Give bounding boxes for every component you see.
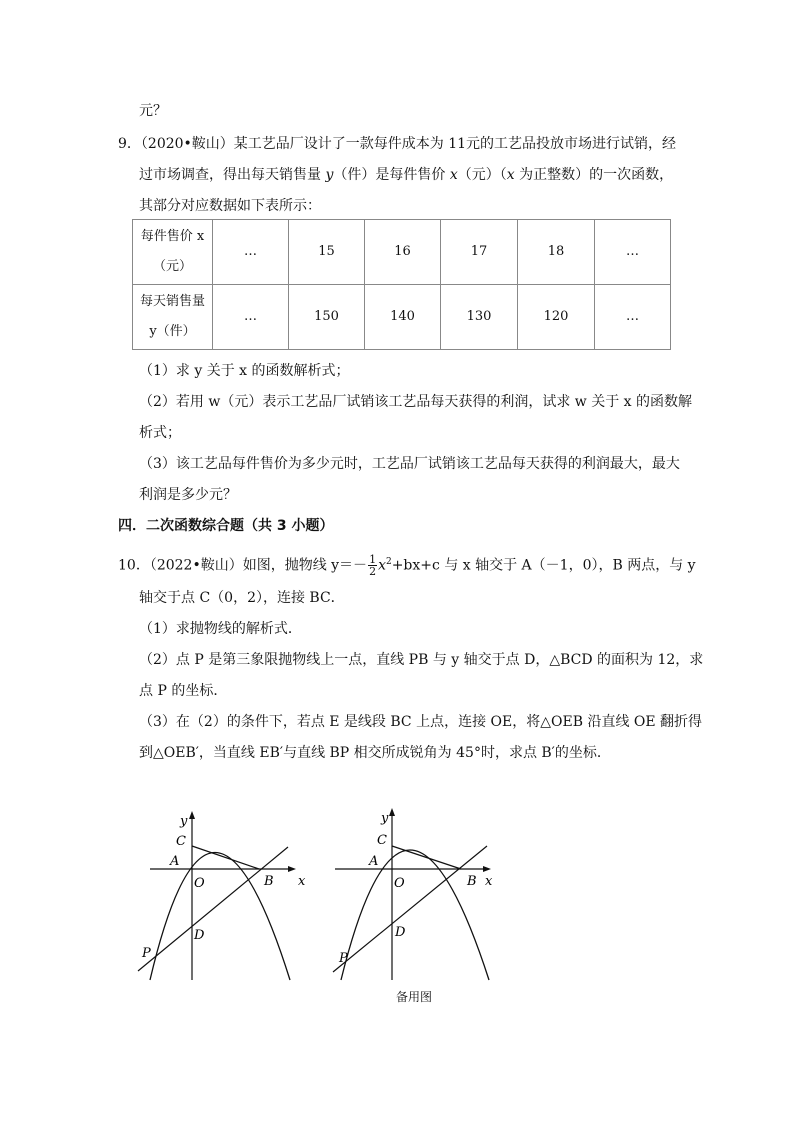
q10-line-1-a: 10．（2022•鞍山）如图，抛物线 y＝－ — [118, 557, 368, 574]
row1-header-b: （元） — [152, 259, 192, 274]
q9-sub-2-b: 析式； — [139, 425, 181, 441]
label-p: P — [339, 951, 348, 966]
q10-line-1-c: +bx+c 与 x 轴交于 A（－1，0），B 两点，与 y — [391, 557, 696, 574]
y-axis-arrow-icon — [189, 811, 195, 819]
label-c: C — [377, 833, 387, 848]
q9-sub-3-a: （3）该工艺品每件售价为多少元时，工艺品厂试销该工艺品每天获得的利润最大，最大 — [139, 456, 680, 472]
segment-cb — [392, 846, 461, 869]
table-cell: 120 — [518, 285, 595, 350]
x-axis-arrow-icon — [483, 866, 491, 872]
label-a: A — [369, 854, 379, 869]
q9-var-x: x — [449, 167, 458, 183]
label-d: D — [194, 928, 205, 943]
q9-var-x2: x — [506, 167, 515, 183]
section-heading: 四．二次函数综合题（共 3 小题） — [118, 518, 334, 534]
q9-sub-1: （1）求 y 关于 x 的函数解析式； — [139, 363, 350, 379]
table-cell: … — [595, 220, 671, 285]
table-cell: 130 — [441, 285, 518, 350]
label-x: x — [485, 874, 493, 889]
q9-line-2 — [139, 165, 673, 185]
label-b: B — [467, 874, 477, 889]
label-a: A — [170, 854, 180, 869]
q9-var-y: y — [325, 167, 334, 183]
table-cell: … — [213, 220, 289, 285]
row2-header-a: 每天销售量 — [139, 294, 205, 309]
label-o: O — [194, 876, 205, 891]
q10-exponent: 2 — [385, 557, 392, 567]
label-o: O — [394, 876, 405, 891]
q9-line-3: 其部分对应数据如下表所示： — [139, 198, 321, 214]
q9-line-2-b: （件）是每件售价 — [333, 167, 450, 183]
parabola-curve — [150, 853, 290, 981]
label-d: D — [395, 925, 406, 940]
parabola-figure-spare — [325, 800, 515, 985]
table-cell: 17 — [441, 220, 518, 285]
figure-caption: 备用图 — [396, 990, 433, 1004]
table-cell: … — [213, 285, 289, 350]
line-pb — [138, 847, 288, 971]
row2-header — [133, 285, 213, 350]
q10-sub-2-b: 点 P 的坐标． — [139, 683, 228, 699]
table-cell: 140 — [365, 285, 441, 350]
label-x: x — [298, 874, 306, 889]
table-cell: … — [595, 285, 671, 350]
q9-line-2-c: （元）（ — [457, 167, 507, 183]
fraction — [368, 554, 377, 577]
y-axis-arrow-icon — [389, 808, 395, 816]
row1-header-a: 每件售价 x — [140, 229, 205, 244]
table-cell: 15 — [289, 220, 365, 285]
table-row — [133, 285, 671, 350]
q10-sub-3-a: （3）在（2）的条件下，若点 E 是线段 BC 上点，连接 OE，将△OEB 沿直线 OE 翻折得 — [139, 714, 703, 730]
fraction-numerator: 1 — [369, 553, 377, 567]
label-c: C — [176, 834, 186, 849]
table-cell: 150 — [289, 285, 365, 350]
q9-line-1: 9．（2020•鞍山）某工艺品厂设计了一款每件成本为 11元的工艺品投放市场进行试销，经 — [118, 136, 677, 152]
q10-sub-3-b: 到△OEB′，当直线 EB′与直线 BP 相交所成锐角为 45°时，求点 B′的坐标． — [139, 745, 611, 761]
q9-line-2-d: 为正整数）的一次函数， — [514, 167, 674, 183]
row2-header-b: y（件） — [149, 324, 196, 339]
table-cell: 18 — [518, 220, 595, 285]
q10-sub-2-a: （2）点 P 是第三象限抛物线上一点，直线 PB 与 y 轴交于点 D，△BCD 的面积为 12，求 — [139, 652, 704, 668]
table-row — [133, 220, 671, 285]
q9-sub-2-a: （2）若用 w（元）表示工艺品厂试销该工艺品每天获得的利润，试求 w 关于 x 的函数解 — [139, 394, 693, 410]
q10-sub-1: （1）求抛物线的解析式． — [139, 621, 302, 637]
label-y: y — [381, 811, 389, 826]
q10-var-x: x — [378, 557, 386, 574]
parabola-figure — [130, 805, 320, 985]
line-pb — [333, 846, 487, 972]
table-cell: 16 — [365, 220, 441, 285]
q9-sub-3-b: 利润是多少元？ — [139, 487, 237, 503]
price-sales-table — [132, 219, 671, 350]
carry-over-text: 元？ — [139, 103, 167, 119]
label-p: P — [142, 946, 151, 961]
row1-header — [133, 220, 213, 285]
q10-line-2: 轴交于点 C（0，2），连接 BC． — [139, 590, 345, 606]
x-axis-arrow-icon — [288, 866, 296, 872]
label-b: B — [264, 874, 274, 889]
fraction-denominator: 2 — [369, 565, 377, 579]
q10-line-1 — [118, 549, 696, 579]
q9-line-2-a: 过市场调查，得出每天销售量 — [139, 167, 326, 183]
label-y: y — [180, 814, 188, 829]
